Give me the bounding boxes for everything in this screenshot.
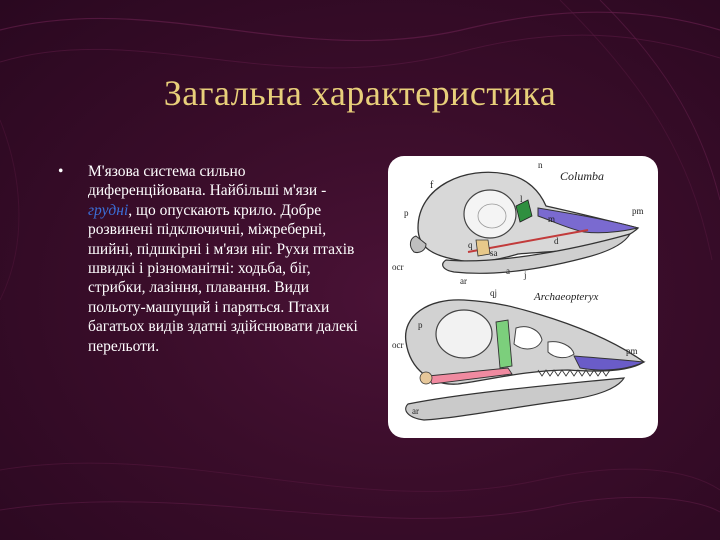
- label-a: a: [506, 266, 510, 276]
- label-l: l: [520, 194, 523, 204]
- swirl-bottom: [0, 463, 720, 491]
- swirl-left: [0, 120, 19, 300]
- label-ar: ar: [460, 276, 467, 286]
- archaeopteryx-orbit: [436, 310, 492, 358]
- label-ar-bottom: ar: [412, 406, 419, 416]
- slide-title: Загальна характеристика: [163, 73, 557, 113]
- label-p: p: [404, 208, 409, 218]
- label-j: j: [524, 270, 527, 280]
- label-d: d: [554, 236, 559, 246]
- label-q: q: [468, 240, 473, 250]
- columba-quadrate: [476, 240, 490, 256]
- archaeopteryx-mandible: [406, 378, 624, 420]
- bullet-text-end: , що опускають крило. Добре розвинені підключичні, міжреберні, шийні, підшкірні і м'язи ніг. Рухи птахів швидкі і різноманітні: ходьба, біг, стрибки, лазіння, плавання. Види польоту-машущий і паряться. Птахи багатьох видів здатні здійснювати далекі перельоти.: [88, 201, 358, 355]
- label-qj: qj: [490, 288, 498, 298]
- label-p-bottom: p: [418, 320, 423, 330]
- archaeopteryx-skull: [392, 291, 644, 420]
- bullet-item: [58, 162, 358, 356]
- bullet-list: [58, 162, 358, 356]
- skull-illustration: [388, 156, 658, 438]
- highlight-term: грудні: [88, 201, 129, 219]
- bullet-mark: •: [58, 163, 64, 180]
- bullet-text-start: М'язова система сильно диференційована. Найбільші м'язи -: [88, 163, 327, 200]
- columba-skull: [392, 160, 644, 298]
- label-ocr: ocr: [392, 262, 404, 272]
- label-sa: sa: [490, 248, 498, 258]
- label-ocr-bottom: ocr: [392, 340, 404, 350]
- label-pm: pm: [632, 206, 644, 216]
- skull-figure: [388, 156, 658, 438]
- archaeopteryx-quadrate: [420, 372, 432, 384]
- swirl-bottom-2: [0, 497, 720, 518]
- label-m: m: [548, 214, 556, 224]
- label-pm-bottom: pm: [626, 346, 638, 356]
- label-archaeopteryx: Archaeopteryx: [534, 291, 599, 303]
- label-f: f: [430, 180, 434, 191]
- label-n: n: [538, 160, 543, 170]
- label-columba: Columba: [560, 169, 605, 183]
- columba-orbit: [464, 190, 516, 238]
